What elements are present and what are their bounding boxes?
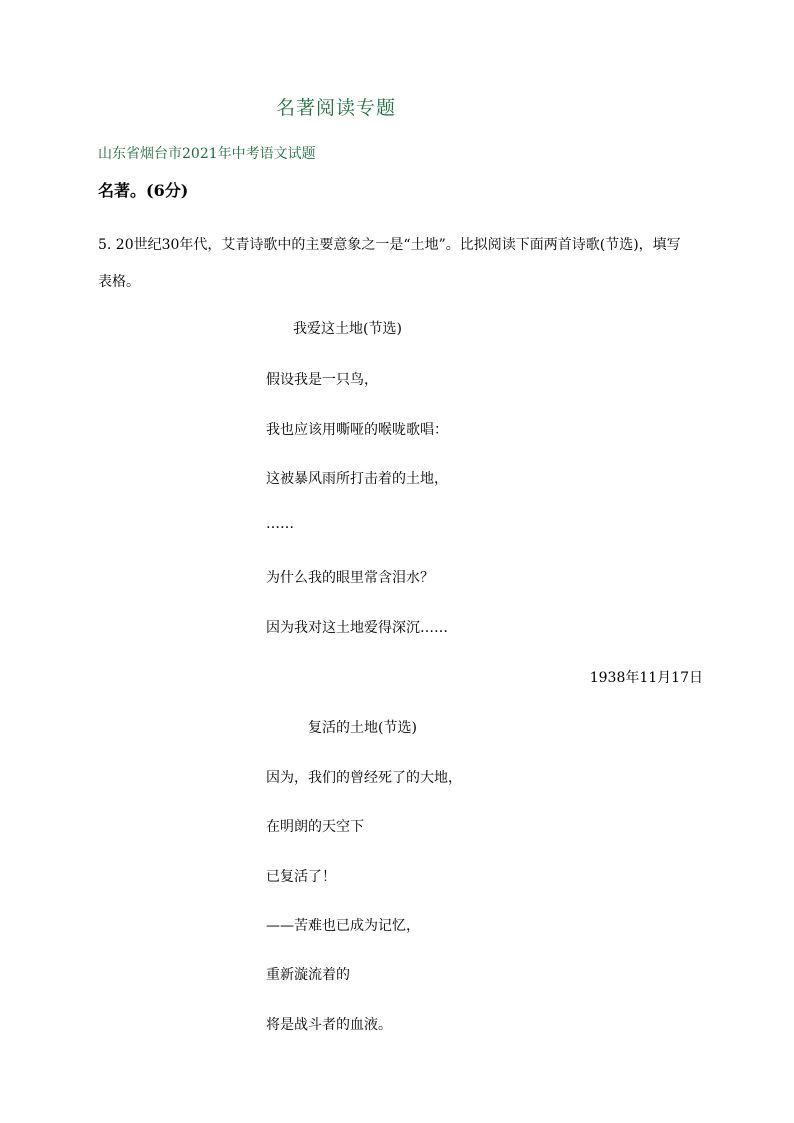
section-heading: 名著。(6分) <box>98 181 189 200</box>
poem-1-line: …… <box>266 516 294 532</box>
poem-2-line: 因为，我们的曾经死了的大地， <box>266 770 462 786</box>
poem-1-line: 假设我是一只鸟， <box>266 372 378 388</box>
page-title: 名著阅读专题 <box>276 97 397 119</box>
poem-1-line: 这被暴风雨所打击着的土地， <box>266 471 448 487</box>
poem-1-title: 我爱这土地(节选) <box>293 321 402 337</box>
poem-1-line: 我也应该用嘶哑的喉咙歌唱： <box>266 422 448 438</box>
poem-1-date: 1938年11月17日 <box>589 670 703 686</box>
question-text-line-1: 5. 20世纪30年代，艾青诗歌中的主要意象之一是“土地”。比拟阅读下面两首诗歌(节选)，填写 <box>98 237 681 253</box>
poem-1-line: 为什么我的眼里常含泪水？ <box>266 570 434 586</box>
poem-2-line: 将是战斗者的血液。 <box>266 1017 392 1033</box>
poem-2-line: 在明朗的天空下 <box>266 819 364 835</box>
question-text-line-2: 表格。 <box>98 274 140 290</box>
exam-source: 山东省烟台市2021年中考语文试题 <box>98 146 316 162</box>
poem-2-line: 重新漩流着的 <box>266 967 350 983</box>
poem-2-line: ——苦难也已成为记忆， <box>266 918 420 934</box>
poem-1-line: 因为我对这土地爱得深沉…… <box>266 620 448 636</box>
poem-2-line: 已复活了！ <box>266 869 336 885</box>
poem-2-title: 复活的土地(节选) <box>308 720 417 736</box>
